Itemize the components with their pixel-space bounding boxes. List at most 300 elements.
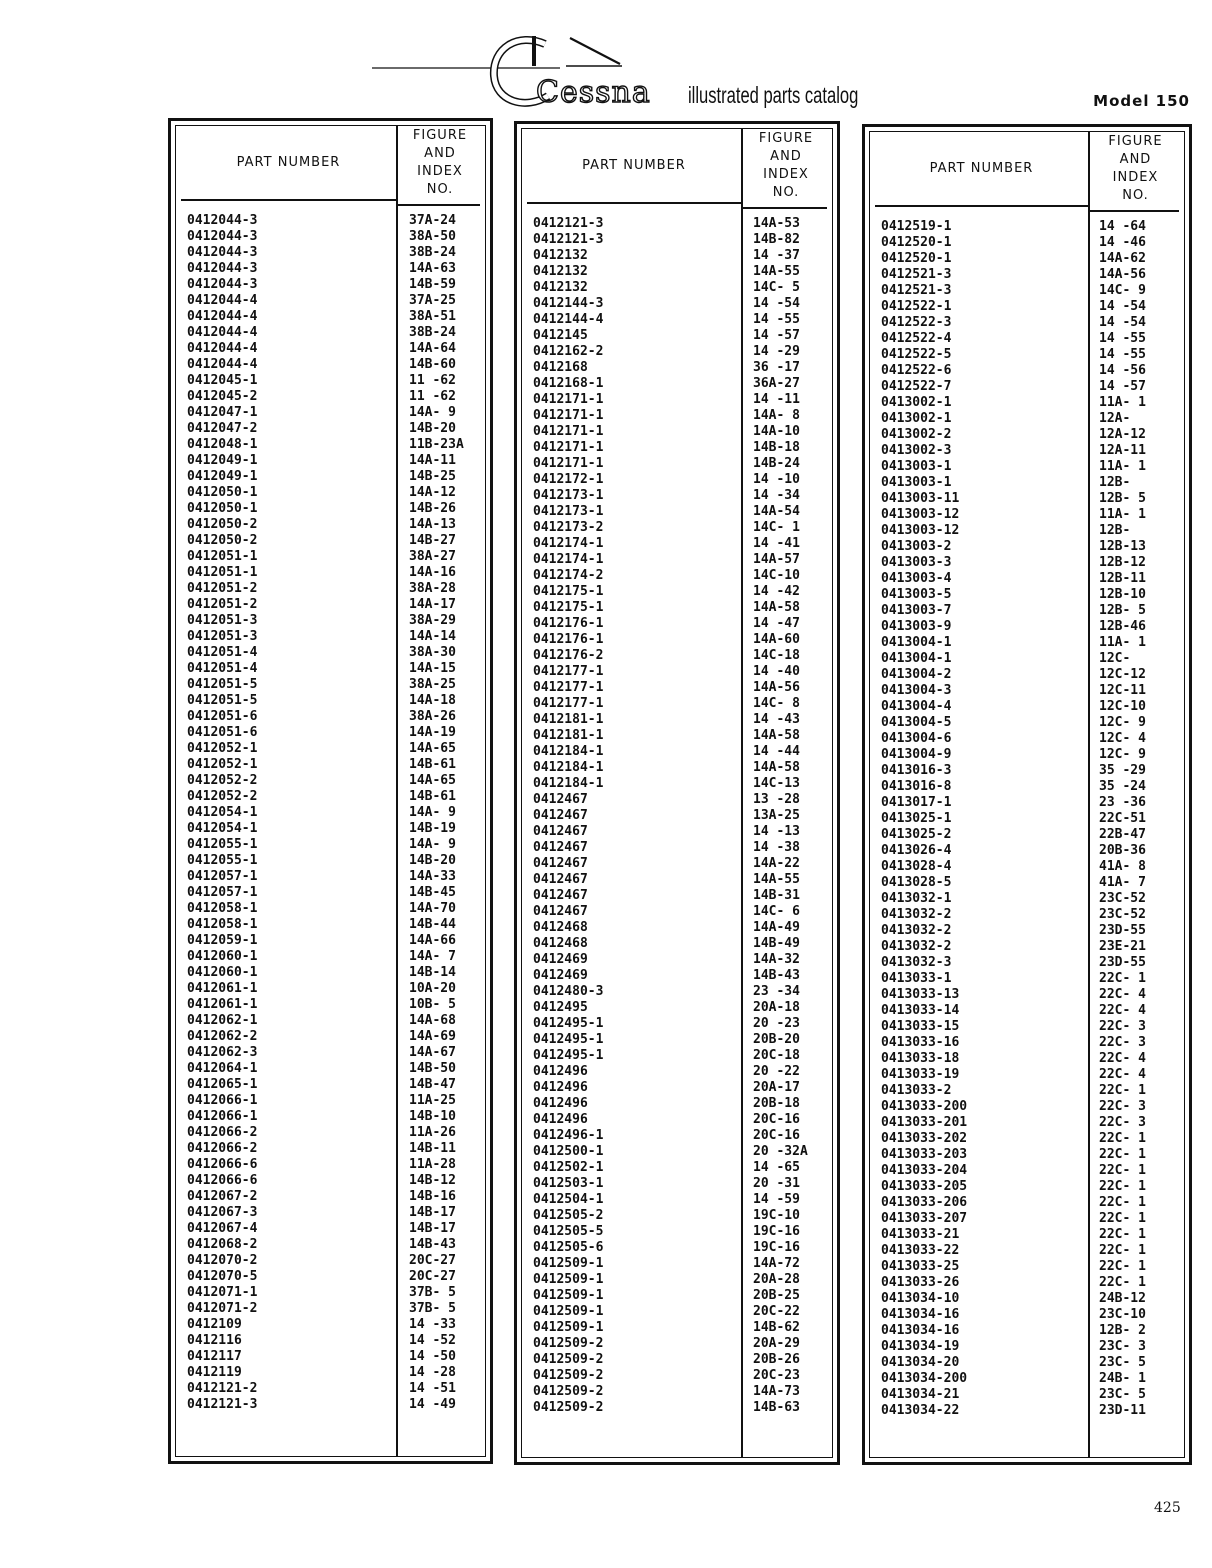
part-number-cell: 0412070-2	[187, 1253, 258, 1268]
part-number-cell: 0412173-1	[533, 504, 604, 519]
figure-index-cell: 14C- 8	[753, 696, 800, 711]
figure-index-cell: 20B-20	[753, 1032, 800, 1047]
table-row	[881, 1227, 1185, 1243]
table-row	[533, 968, 833, 984]
part-number-cell: 0413033-200	[881, 1099, 968, 1114]
table-row	[881, 715, 1185, 731]
figure-index-cell: 14A- 7	[409, 949, 456, 964]
part-number-cell: 0412502-1	[533, 1160, 604, 1175]
figure-index-cell: 22C- 1	[1099, 971, 1146, 986]
part-number-cell: 0413033-25	[881, 1259, 960, 1274]
part-number-cell: 0412496	[533, 1112, 588, 1127]
part-number-cell: 0412144-4	[533, 312, 604, 327]
figure-index-cell: 22C- 1	[1099, 1131, 1146, 1146]
figure-index-cell: 22C- 1	[1099, 1147, 1146, 1162]
figure-header-line: AND	[424, 146, 456, 161]
part-number-cell: 0412495-1	[533, 1032, 604, 1047]
table-row	[187, 949, 486, 965]
table-row	[533, 1336, 833, 1352]
part-number-cell: 0412495-1	[533, 1048, 604, 1063]
table-row	[881, 1035, 1185, 1051]
figure-index-cell: 14B-12	[409, 1173, 456, 1188]
figure-index-cell: 20C-16	[753, 1128, 800, 1143]
figure-index-cell: 13A-25	[753, 808, 800, 823]
figure-index-cell: 23C-52	[1099, 891, 1146, 906]
figure-index-cell: 14B-59	[409, 277, 456, 292]
figure-index-cell: 22C- 1	[1099, 1163, 1146, 1178]
table-row	[533, 808, 833, 824]
figure-index-cell: 14A-60	[753, 632, 800, 647]
table-row	[881, 1131, 1185, 1147]
figure-index-cell: 14A-16	[409, 565, 456, 580]
figure-index-cell: 12B-	[1099, 523, 1131, 538]
part-number-cell: 0413033-22	[881, 1243, 960, 1258]
table-row	[881, 683, 1185, 699]
table-row	[881, 555, 1185, 571]
part-number-cell: 0412468	[533, 920, 588, 935]
part-number-cell: 0412522-7	[881, 379, 952, 394]
table-row	[187, 629, 486, 645]
table-row	[533, 1176, 833, 1192]
figure-index-cell: 14 -44	[753, 744, 800, 759]
part-number-cell: 0412509-2	[533, 1384, 604, 1399]
part-number-cell: 0412051-2	[187, 597, 258, 612]
part-number-cell: 0413003-2	[881, 539, 952, 554]
part-number-cell: 0412062-3	[187, 1045, 258, 1060]
table-row	[533, 904, 833, 920]
part-number-cell: 0412065-1	[187, 1077, 258, 1092]
part-number-cell: 0413034-19	[881, 1339, 960, 1354]
part-number-cell: 0413003-1	[881, 459, 952, 474]
part-number-cell: 0413033-16	[881, 1035, 960, 1050]
figure-index-cell: 14B-50	[409, 1061, 456, 1076]
part-number-cell: 0412067-3	[187, 1205, 258, 1220]
part-number-cell: 0412051-3	[187, 613, 258, 628]
part-number-cell: 0412049-1	[187, 453, 258, 468]
part-number-header: PART NUMBER	[582, 158, 686, 173]
figure-index-cell: 22C- 4	[1099, 1003, 1146, 1018]
table-row	[533, 984, 833, 1000]
part-number-cell: 0412044-3	[187, 245, 258, 260]
figure-index-cell: 14 -55	[753, 312, 800, 327]
part-number-cell: 0413003-12	[881, 507, 960, 522]
part-number-cell: 0412468	[533, 936, 588, 951]
table-row	[533, 456, 833, 472]
table-row	[881, 315, 1185, 331]
part-number-cell: 0412062-1	[187, 1013, 258, 1028]
part-number-cell: 0412521-3	[881, 283, 952, 298]
table-row	[187, 1397, 486, 1413]
figure-index-cell: 20 -23	[753, 1016, 800, 1031]
table-row	[187, 693, 486, 709]
figure-index-cell: 22C- 1	[1099, 1275, 1146, 1290]
table-row	[881, 1115, 1185, 1131]
part-number-cell: 0412509-1	[533, 1256, 604, 1271]
part-number-cell: 0412052-1	[187, 757, 258, 772]
table-row	[533, 792, 833, 808]
figure-index-cell: 23C-10	[1099, 1307, 1146, 1322]
part-number-cell: 0412173-2	[533, 520, 604, 535]
part-number-cell: 0412044-4	[187, 341, 258, 356]
figure-index-cell: 35 -29	[1099, 763, 1146, 778]
part-number-cell: 0412066-2	[187, 1141, 258, 1156]
figure-index-cell: 14A-58	[753, 728, 800, 743]
figure-index-cell: 12B-11	[1099, 571, 1146, 586]
table-row	[881, 747, 1185, 763]
table-row	[881, 587, 1185, 603]
figure-index-cell: 22C- 4	[1099, 1067, 1146, 1082]
table-row	[187, 1285, 486, 1301]
part-number-cell: 0412181-1	[533, 712, 604, 727]
table-row	[881, 539, 1185, 555]
part-number-cell: 0412521-3	[881, 267, 952, 282]
part-number-cell: 0412171-1	[533, 408, 604, 423]
figure-index-cell: 14B-10	[409, 1109, 456, 1124]
table-row	[187, 1061, 486, 1077]
part-number-cell: 0413032-1	[881, 891, 952, 906]
table-row	[533, 1192, 833, 1208]
part-number-cell: 0412467	[533, 824, 588, 839]
figure-index-cell: 14 -40	[753, 664, 800, 679]
part-number-cell: 0413033-26	[881, 1275, 960, 1290]
table-row	[881, 923, 1185, 939]
figure-index-cell: 12B-46	[1099, 619, 1146, 634]
figure-index-cell: 38B-24	[409, 325, 456, 340]
figure-index-cell: 11A- 1	[1099, 635, 1146, 650]
figure-index-cell: 35 -24	[1099, 779, 1146, 794]
part-number-cell: 0412176-2	[533, 648, 604, 663]
figure-index-cell: 14C- 5	[753, 280, 800, 295]
part-number-cell: 0412519-1	[881, 219, 952, 234]
part-number-cell: 0412066-2	[187, 1125, 258, 1140]
figure-index-cell: 20C-18	[753, 1048, 800, 1063]
table-row	[533, 328, 833, 344]
table-row	[881, 907, 1185, 923]
figure-index-cell: 12A-	[1099, 411, 1131, 426]
part-number-cell: 0412509-2	[533, 1368, 604, 1383]
table-row	[533, 1288, 833, 1304]
figure-index-cell: 24B-12	[1099, 1291, 1146, 1306]
part-number-cell: 0412496	[533, 1096, 588, 1111]
part-number-cell: 0412051-6	[187, 725, 258, 740]
table-row	[881, 491, 1185, 507]
part-number-cell: 0412173-1	[533, 488, 604, 503]
table-row	[881, 1355, 1185, 1371]
figure-index-cell: 14B-45	[409, 885, 456, 900]
figure-header-line: INDEX	[1112, 170, 1159, 185]
figure-index-cell: 22C- 3	[1099, 1115, 1146, 1130]
figure-index-cell: 14B-82	[753, 232, 800, 247]
part-number-cell: 0412057-1	[187, 869, 258, 884]
figure-index-cell: 14C-13	[753, 776, 800, 791]
parts-list	[881, 219, 1185, 1419]
part-number-cell: 0412509-1	[533, 1288, 604, 1303]
figure-index-cell: 24B- 1	[1099, 1371, 1146, 1386]
part-number-cell: 0412055-1	[187, 837, 258, 852]
table-row	[533, 1400, 833, 1416]
part-number-header: PART NUMBER	[236, 155, 341, 170]
figure-header-line: AND	[1119, 152, 1152, 167]
table-row	[881, 1003, 1185, 1019]
part-number-cell: 0413016-3	[881, 763, 952, 778]
part-number-cell: 0413033-2	[881, 1083, 952, 1098]
figure-index-cell: 23 -34	[753, 984, 800, 999]
header-rule	[527, 202, 741, 204]
table-row	[533, 424, 833, 440]
table-row	[187, 789, 486, 805]
table-row	[881, 1211, 1185, 1227]
figure-index-cell: 14B-14	[409, 965, 456, 980]
part-number-cell: 0412116	[187, 1333, 242, 1348]
table-row	[187, 853, 486, 869]
part-number-cell: 0412174-1	[533, 536, 604, 551]
table-row	[533, 296, 833, 312]
figure-index-cell: 14 -59	[753, 1192, 800, 1207]
part-number-cell: 0412496-1	[533, 1128, 604, 1143]
part-number-cell: 0413003-11	[881, 491, 960, 506]
figure-index-cell: 14A-15	[409, 661, 456, 676]
part-number-cell: 0412066-6	[187, 1173, 258, 1188]
figure-index-cell: 14A-10	[753, 424, 800, 439]
part-number-cell: 0413003-1	[881, 475, 952, 490]
table-row	[187, 533, 486, 549]
table-row	[187, 1317, 486, 1333]
table-row	[187, 965, 486, 981]
part-number-cell: 0412055-1	[187, 853, 258, 868]
part-number-cell: 0413002-2	[881, 427, 952, 442]
part-number-cell: 0412117	[187, 1349, 242, 1364]
part-number-cell: 0412066-6	[187, 1157, 258, 1172]
table-row	[187, 1269, 486, 1285]
figure-index-cell: 20C-16	[753, 1112, 800, 1127]
part-number-cell: 0412044-3	[187, 261, 258, 276]
header-rule	[398, 204, 480, 206]
table-row	[533, 632, 833, 648]
figure-index-cell: 14A-66	[409, 933, 456, 948]
table-row	[533, 600, 833, 616]
figure-index-cell: 14A-65	[409, 741, 456, 756]
figure-index-cell: 11A- 1	[1099, 507, 1146, 522]
table-row	[881, 971, 1185, 987]
table-row	[881, 1323, 1185, 1339]
table-row	[187, 869, 486, 885]
table-row	[187, 325, 486, 341]
figure-index-cell: 14 -49	[409, 1397, 456, 1412]
part-number-cell: 0412467	[533, 904, 588, 919]
table-row	[533, 536, 833, 552]
figure-index-cell: 14A-17	[409, 597, 456, 612]
figure-index-cell: 41A- 8	[1099, 859, 1146, 874]
part-number-cell: 0412522-1	[881, 299, 952, 314]
figure-index-cell: 20C-23	[753, 1368, 800, 1383]
figure-index-cell: 14 -28	[409, 1365, 456, 1380]
table-row	[881, 1243, 1185, 1259]
table-row	[881, 1147, 1185, 1163]
table-row	[881, 779, 1185, 795]
table-row	[187, 453, 486, 469]
figure-index-cell: 23C- 5	[1099, 1387, 1146, 1402]
table-row	[881, 571, 1185, 587]
part-number-cell: 0412058-1	[187, 917, 258, 932]
part-number-cell: 0413034-22	[881, 1403, 960, 1418]
part-number-cell: 0413003-12	[881, 523, 960, 538]
figure-index-cell: 14A-64	[409, 341, 456, 356]
figure-index-cell: 14A- 9	[409, 805, 456, 820]
figure-index-cell: 14A- 9	[409, 837, 456, 852]
table-row	[881, 267, 1185, 283]
figure-index-cell: 14A-58	[753, 600, 800, 615]
figure-index-cell: 22C- 4	[1099, 1051, 1146, 1066]
figure-index-cell: 12C-10	[1099, 699, 1146, 714]
table-row	[881, 859, 1185, 875]
figure-index-cell: 14C-18	[753, 648, 800, 663]
figure-index-cell: 14 -41	[753, 536, 800, 551]
table-row	[187, 1237, 486, 1253]
table-row	[187, 213, 486, 229]
part-number-cell: 0412047-2	[187, 421, 258, 436]
table-row	[187, 725, 486, 741]
catalog-title: illustrated parts catalog	[688, 82, 859, 108]
header-rule	[875, 205, 1088, 207]
figure-index-cell: 38A-27	[409, 549, 456, 564]
figure-index-cell: 38A-25	[409, 677, 456, 692]
part-number-cell: 0413004-1	[881, 651, 952, 666]
table-row	[187, 581, 486, 597]
figure-index-cell: 14A-70	[409, 901, 456, 916]
figure-index-cell: 12C- 9	[1099, 747, 1146, 762]
part-number-cell: 0413004-6	[881, 731, 952, 746]
table-row	[881, 363, 1185, 379]
figure-index-cell: 11A- 1	[1099, 459, 1146, 474]
figure-index-cell: 14A-62	[1099, 251, 1146, 266]
part-number-cell: 0412044-4	[187, 293, 258, 308]
part-number-cell: 0412066-1	[187, 1093, 258, 1108]
part-number-cell: 0412505-5	[533, 1224, 604, 1239]
part-number-cell: 0412051-1	[187, 565, 258, 580]
part-number-cell: 0413034-16	[881, 1323, 960, 1338]
table-row	[187, 293, 486, 309]
figure-index-cell: 11 -62	[409, 389, 456, 404]
table-row	[533, 1144, 833, 1160]
figure-index-cell: 20 -31	[753, 1176, 800, 1191]
parts-table-column-3	[862, 124, 1192, 1465]
figure-index-cell: 22C- 1	[1099, 1211, 1146, 1226]
table-row	[533, 472, 833, 488]
figure-index-cell: 14 -11	[753, 392, 800, 407]
table-row	[533, 1352, 833, 1368]
part-number-cell: 0412060-1	[187, 949, 258, 964]
table-row	[881, 651, 1185, 667]
part-number-cell: 0412177-1	[533, 664, 604, 679]
table-row	[187, 309, 486, 325]
figure-index-cell: 14B-17	[409, 1221, 456, 1236]
part-number-cell: 0412509-2	[533, 1336, 604, 1351]
figure-index-cell: 12B-	[1099, 475, 1131, 490]
figure-index-cell: 14A-55	[753, 872, 800, 887]
figure-index-cell: 14B-27	[409, 533, 456, 548]
table-row	[881, 347, 1185, 363]
header-rule	[1090, 210, 1179, 212]
table-row	[881, 219, 1185, 235]
table-row	[187, 485, 486, 501]
figure-index-cell: 14B-62	[753, 1320, 800, 1335]
part-number-cell: 0412480-3	[533, 984, 604, 999]
part-number-cell: 0413004-5	[881, 715, 952, 730]
table-row	[881, 875, 1185, 891]
table-row	[187, 741, 486, 757]
table-row	[533, 568, 833, 584]
table-row	[187, 821, 486, 837]
table-row	[533, 696, 833, 712]
part-number-cell: 0413033-203	[881, 1147, 968, 1162]
table-row	[187, 613, 486, 629]
figure-index-cell: 41A- 7	[1099, 875, 1146, 890]
table-row	[187, 1189, 486, 1205]
part-number-cell: 0412496	[533, 1064, 588, 1079]
table-row	[533, 1112, 833, 1128]
part-number-cell: 0412064-1	[187, 1061, 258, 1076]
table-row	[533, 312, 833, 328]
table-row	[187, 389, 486, 405]
table-row	[533, 648, 833, 664]
part-number-cell: 0413025-2	[881, 827, 952, 842]
figure-index-cell: 14A-19	[409, 725, 456, 740]
part-number-cell: 0413004-1	[881, 635, 952, 650]
part-number-cell: 0413034-16	[881, 1307, 960, 1322]
table-row	[533, 744, 833, 760]
figure-index-cell: 14A-68	[409, 1013, 456, 1028]
part-number-cell: 0413003-7	[881, 603, 952, 618]
table-row	[187, 1029, 486, 1045]
figure-index-cell: 14 -57	[753, 328, 800, 343]
table-row	[187, 981, 486, 997]
part-number-cell: 0412181-1	[533, 728, 604, 743]
part-number-cell: 0412522-5	[881, 347, 952, 362]
table-row	[881, 459, 1185, 475]
part-number-cell: 0412052-1	[187, 741, 258, 756]
figure-index-cell: 20 -32A	[753, 1144, 808, 1159]
figure-index-cell: 14 -55	[1099, 347, 1146, 362]
table-row	[881, 1371, 1185, 1387]
table-row	[881, 699, 1185, 715]
table-row	[533, 920, 833, 936]
table-row	[187, 245, 486, 261]
figure-index-cell: 14C- 1	[753, 520, 800, 535]
table-row	[533, 680, 833, 696]
part-number-cell: 0412469	[533, 952, 588, 967]
table-row	[533, 1128, 833, 1144]
table-row	[881, 1291, 1185, 1307]
table-row	[187, 421, 486, 437]
figure-index-cell: 14B-20	[409, 853, 456, 868]
part-number-cell: 0412051-4	[187, 645, 258, 660]
figure-index-cell: 20 -22	[753, 1064, 800, 1079]
table-row	[187, 1173, 486, 1189]
figure-index-cell: 12A-11	[1099, 443, 1146, 458]
figure-index-cell: 19C-16	[753, 1224, 800, 1239]
figure-header-line: NO.	[426, 182, 454, 197]
figure-index-cell: 14 -52	[409, 1333, 456, 1348]
part-number-cell: 0413032-2	[881, 923, 952, 938]
table-row	[881, 955, 1185, 971]
figure-index-cell: 20B-36	[1099, 843, 1146, 858]
table-row	[187, 501, 486, 517]
table-row	[533, 440, 833, 456]
table-row	[187, 1333, 486, 1349]
figure-index-cell: 23C-52	[1099, 907, 1146, 922]
figure-index-cell: 14 -37	[753, 248, 800, 263]
figure-index-cell: 14A-72	[753, 1256, 800, 1271]
